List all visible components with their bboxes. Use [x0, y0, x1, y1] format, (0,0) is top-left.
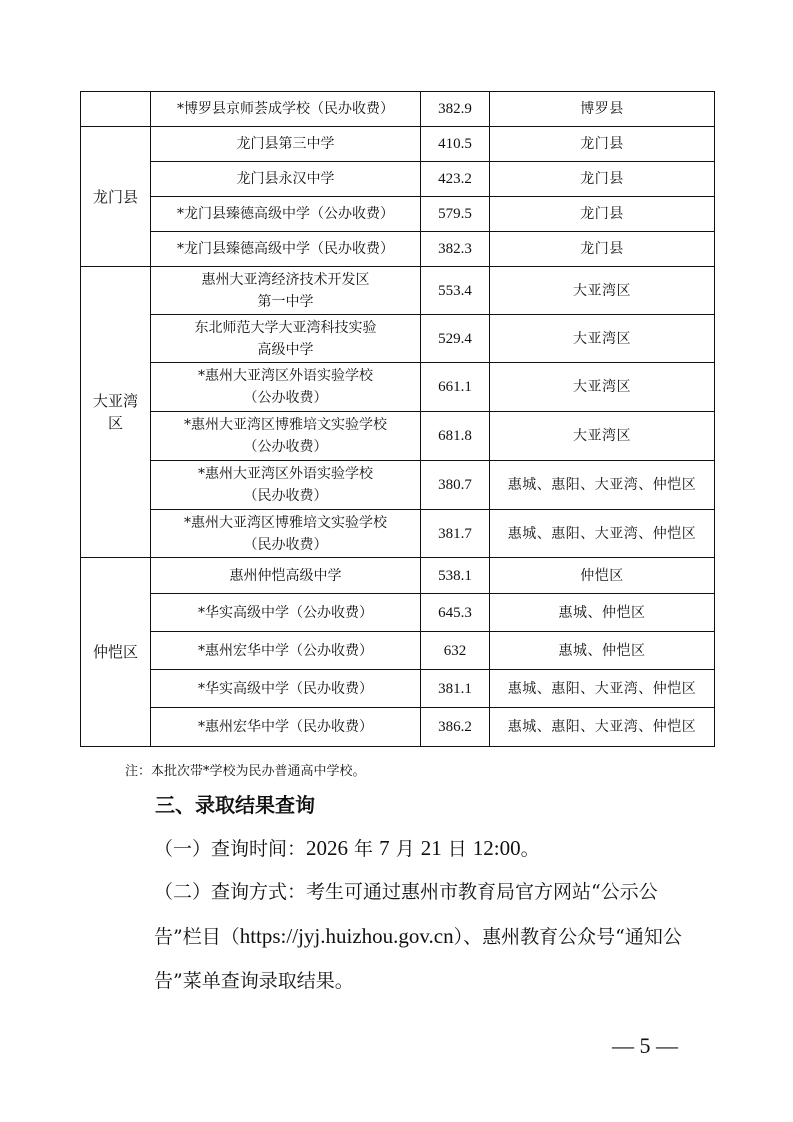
- area-cell: 大亚湾区: [490, 267, 715, 315]
- page-number: — 5 —: [612, 1033, 678, 1058]
- school-cell: 龙门县第三中学: [151, 127, 421, 162]
- school-cell: *华实高级中学（公办收费）: [151, 594, 421, 632]
- area-cell: 仲恺区: [490, 558, 715, 594]
- score-cell: 423.2: [421, 162, 490, 197]
- school-cell: *龙门县臻德高级中学（公办收费）: [151, 197, 421, 232]
- table-row: [81, 670, 715, 708]
- table-row: [81, 92, 715, 127]
- score-cell: 381.1: [421, 670, 490, 708]
- admission-score-table: [80, 91, 715, 747]
- score-cell: 529.4: [421, 315, 490, 363]
- score-cell: 661.1: [421, 363, 490, 412]
- query-method-text-1: （二）查询方式：考生可通过惠州市教育局官方网站“公示公告”栏目（: [154, 881, 658, 948]
- query-clock-time: 12:00: [472, 836, 521, 860]
- school-cell: *惠州大亚湾区外语实验学校 （公办收费）: [151, 363, 421, 412]
- table-row: [81, 412, 715, 461]
- school-cell: 惠州大亚湾经济技术开发区 第一中学: [151, 267, 421, 315]
- school-cell: *惠州宏华中学（公办收费）: [151, 632, 421, 670]
- table-row: [81, 510, 715, 558]
- area-cell: 大亚湾区: [490, 363, 715, 412]
- area-cell: 龙门县: [490, 197, 715, 232]
- table-row: [81, 594, 715, 632]
- school-cell: *惠州大亚湾区博雅培文实验学校 （民办收费）: [151, 510, 421, 558]
- score-cell: 386.2: [421, 708, 490, 747]
- area-cell: 惠城、惠阳、大亚湾、仲恺区: [490, 708, 715, 747]
- school-cell: *惠州大亚湾区外语实验学校 （民办收费）: [151, 461, 421, 510]
- table-row: [81, 315, 715, 363]
- score-cell: 382.9: [421, 92, 490, 127]
- school-cell: *龙门县臻德高级中学（民办收费）: [151, 232, 421, 267]
- school-cell: 龙门县永汉中学: [151, 162, 421, 197]
- score-cell: 382.3: [421, 232, 490, 267]
- area-cell: 惠城、仲恺区: [490, 594, 715, 632]
- table-row: [81, 267, 715, 315]
- area-cell: 大亚湾区: [490, 412, 715, 461]
- score-cell: 381.7: [421, 510, 490, 558]
- table-footnote: 注：本批次带*学校为民办普通高中学校。: [125, 764, 366, 779]
- query-day: 21: [420, 836, 442, 860]
- score-cell: 380.7: [421, 461, 490, 510]
- area-cell: 龙门县: [490, 162, 715, 197]
- school-cell: *博罗县京师荟成学校（民办收费）: [151, 92, 421, 127]
- table-row: [81, 363, 715, 412]
- score-cell: 632: [421, 632, 490, 670]
- month-char: 月: [389, 838, 421, 860]
- table-row: [81, 197, 715, 232]
- area-cell: 龙门县: [490, 232, 715, 267]
- area-cell: 惠城、惠阳、大亚湾、仲恺区: [490, 670, 715, 708]
- school-cell: *惠州宏华中学（民办收费）: [151, 708, 421, 747]
- district-cell-longmen: 龙门县: [81, 127, 151, 267]
- table-row: [81, 558, 715, 594]
- query-method-text-2: ）、惠州教育公众号“通知公告”菜单查询录取结果。: [154, 926, 682, 992]
- table-row: [81, 461, 715, 510]
- table-row: [81, 632, 715, 670]
- score-cell: 553.4: [421, 267, 490, 315]
- query-month: 7: [379, 836, 390, 860]
- section-heading: 三、录取结果查询: [155, 793, 315, 817]
- district-cell-dayawan: 大亚湾 区: [81, 267, 151, 558]
- area-cell: 惠城、惠阳、大亚湾、仲恺区: [490, 510, 715, 558]
- area-cell: 惠城、惠阳、大亚湾、仲恺区: [490, 461, 715, 510]
- area-cell: 龙门县: [490, 127, 715, 162]
- school-cell: *华实高级中学（民办收费）: [151, 670, 421, 708]
- area-cell: 博罗县: [490, 92, 715, 127]
- score-cell: 410.5: [421, 127, 490, 162]
- school-cell: *惠州大亚湾区博雅培文实验学校 （公办收费）: [151, 412, 421, 461]
- district-cell-boluo: [81, 92, 151, 127]
- school-cell: 东北师范大学大亚湾科技实验 高级中学: [151, 315, 421, 363]
- area-cell: 大亚湾区: [490, 315, 715, 363]
- score-cell: 645.3: [421, 594, 490, 632]
- school-cell: 惠州仲恺高级中学: [151, 558, 421, 594]
- score-cell: 538.1: [421, 558, 490, 594]
- table-row: [81, 127, 715, 162]
- query-method-paragraph: [110, 870, 700, 1003]
- table-row: [81, 708, 715, 747]
- sentence-end: 。: [520, 838, 540, 860]
- table-row: [81, 232, 715, 267]
- year-char: 年: [348, 838, 380, 860]
- query-time-paragraph: [110, 826, 700, 871]
- table-row: [81, 162, 715, 197]
- score-cell: 579.5: [421, 197, 490, 232]
- query-year: 2026: [306, 836, 349, 860]
- day-char: 日: [441, 838, 473, 860]
- area-cell: 惠城、仲恺区: [490, 632, 715, 670]
- education-bureau-url[interactable]: https://jyj.huizhou.gov.cn: [239, 924, 454, 948]
- score-cell: 681.8: [421, 412, 490, 461]
- district-cell-zhongkai: 仲恺区: [81, 558, 151, 747]
- query-time-label: （一）查询时间：: [154, 838, 307, 860]
